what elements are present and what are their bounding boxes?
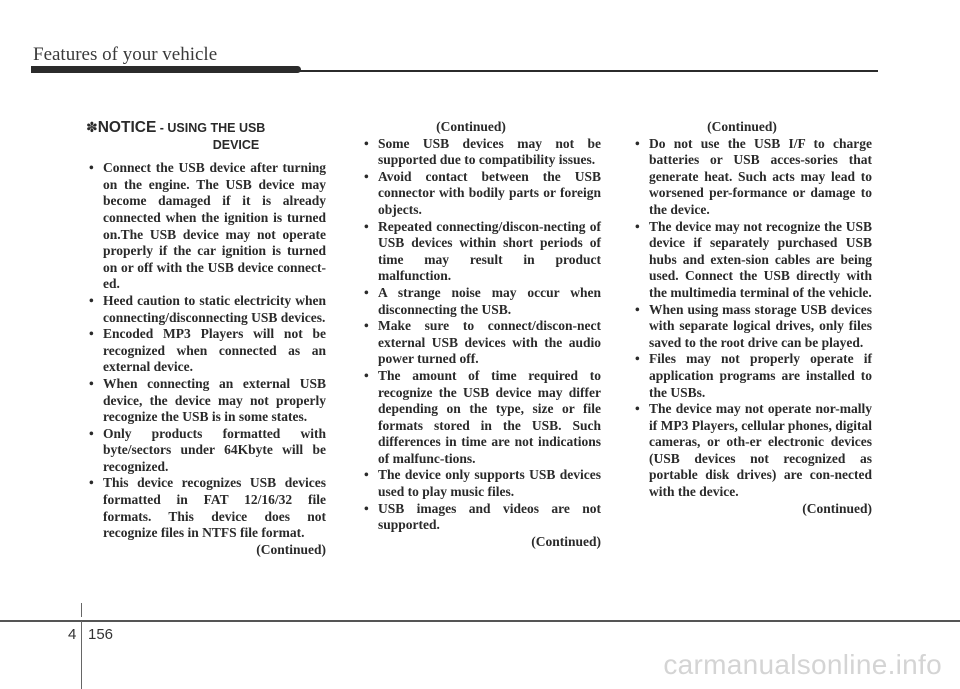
notice-subtitle-line1: - USING THE USB	[156, 121, 266, 135]
text-column-1	[86, 119, 326, 558]
header-bar	[31, 66, 301, 73]
notice-label: NOTICE	[97, 119, 157, 136]
continued-header: (Continued)	[436, 119, 506, 134]
list-item: • Make sure to connect/discon-nect external USB devices with the audio power turned off.	[361, 318, 601, 368]
chapter-number: 4	[68, 626, 77, 643]
page-number: 156	[88, 626, 114, 643]
list-item: • The amount of time required to recognize the USB device may differ depending on the type, size or file formats stored in the USB. Such differences in time are not indications of malfunc-tions.	[361, 368, 601, 468]
header-rule	[300, 70, 878, 72]
list-item: • This device recognizes USB devices formatted in FAT 12/16/32 file formats. This device does not recognize files in NTFS file format.	[86, 475, 326, 541]
page-header-title: Features of your vehicle	[33, 44, 218, 65]
list-item: • Only products formatted with byte/sectors under 64Kbyte will be recognized.	[86, 426, 326, 476]
bullet-list	[86, 160, 326, 542]
notice-subtitle-line2: DEVICE	[212, 137, 260, 152]
list-item: • Do not use the USB I/F to charge batteries or USB acces-sories that generate heat. Such acts may lead to worsened per-formance or damage to the device.	[632, 136, 872, 219]
watermark: carmanualsonline.info	[663, 649, 942, 680]
list-item: • The device may not recognize the USB device if separately purchased USB hubs and exten-sion cables are being used. Connect the USB directly with the multimedia terminal of the vehicle.	[632, 219, 872, 302]
footer-divider	[81, 621, 82, 689]
list-item: • Avoid contact between the USB connector with bodily parts or foreign objects.	[361, 169, 601, 219]
footer-divider-top	[81, 603, 82, 617]
list-item: • When connecting an external USB device, the device may not properly recognize the USB is in some states.	[86, 376, 326, 426]
text-column-2	[361, 119, 601, 550]
list-item: • Heed caution to static electricity when connecting/disconnecting USB devices.	[86, 293, 326, 326]
list-item: • When using mass storage USB devices with separate logical drives, only files saved to the root drive can be played.	[632, 302, 872, 352]
bullet-list	[361, 136, 601, 534]
footer-rule	[0, 620, 960, 622]
bullet-list	[632, 136, 872, 501]
list-item: • The device may not operate nor-mally if MP3 Players, cellular phones, digital cameras, or oth-er electronic devices (USB devices not recognized as portable disk drives) are con-nected with the device.	[632, 401, 872, 501]
list-item: • A strange noise may occur when disconnecting the USB.	[361, 285, 601, 318]
text-column-3	[632, 119, 872, 517]
notice-heading	[86, 119, 326, 153]
notice-star-icon: ✽	[86, 119, 98, 135]
list-item: • Repeated connecting/discon-necting of USB devices within short periods of time may result in product malfunction.	[361, 219, 601, 285]
list-item: • The device only supports USB devices used to play music files.	[361, 467, 601, 500]
list-item: • USB images and videos are not supported.	[361, 501, 601, 534]
list-item: • Connect the USB device after turning on the engine. The USB device may become damaged if it is already connected when the ignition is turned on.The USB device may not operate properly if the car ignition is turned on or off with the USB device connect-ed.	[86, 160, 326, 293]
list-item: • Some USB devices may not be supported due to compatibility issues.	[361, 136, 601, 169]
list-item: • Encoded MP3 Players will not be recognized when connected as an external device.	[86, 326, 326, 376]
list-item: • Files may not properly operate if application programs are installed to the USBs.	[632, 351, 872, 401]
continued-header: (Continued)	[707, 119, 777, 134]
continued-label: (Continued)	[802, 500, 872, 516]
continued-label: (Continued)	[531, 533, 601, 549]
continued-label: (Continued)	[256, 541, 326, 557]
